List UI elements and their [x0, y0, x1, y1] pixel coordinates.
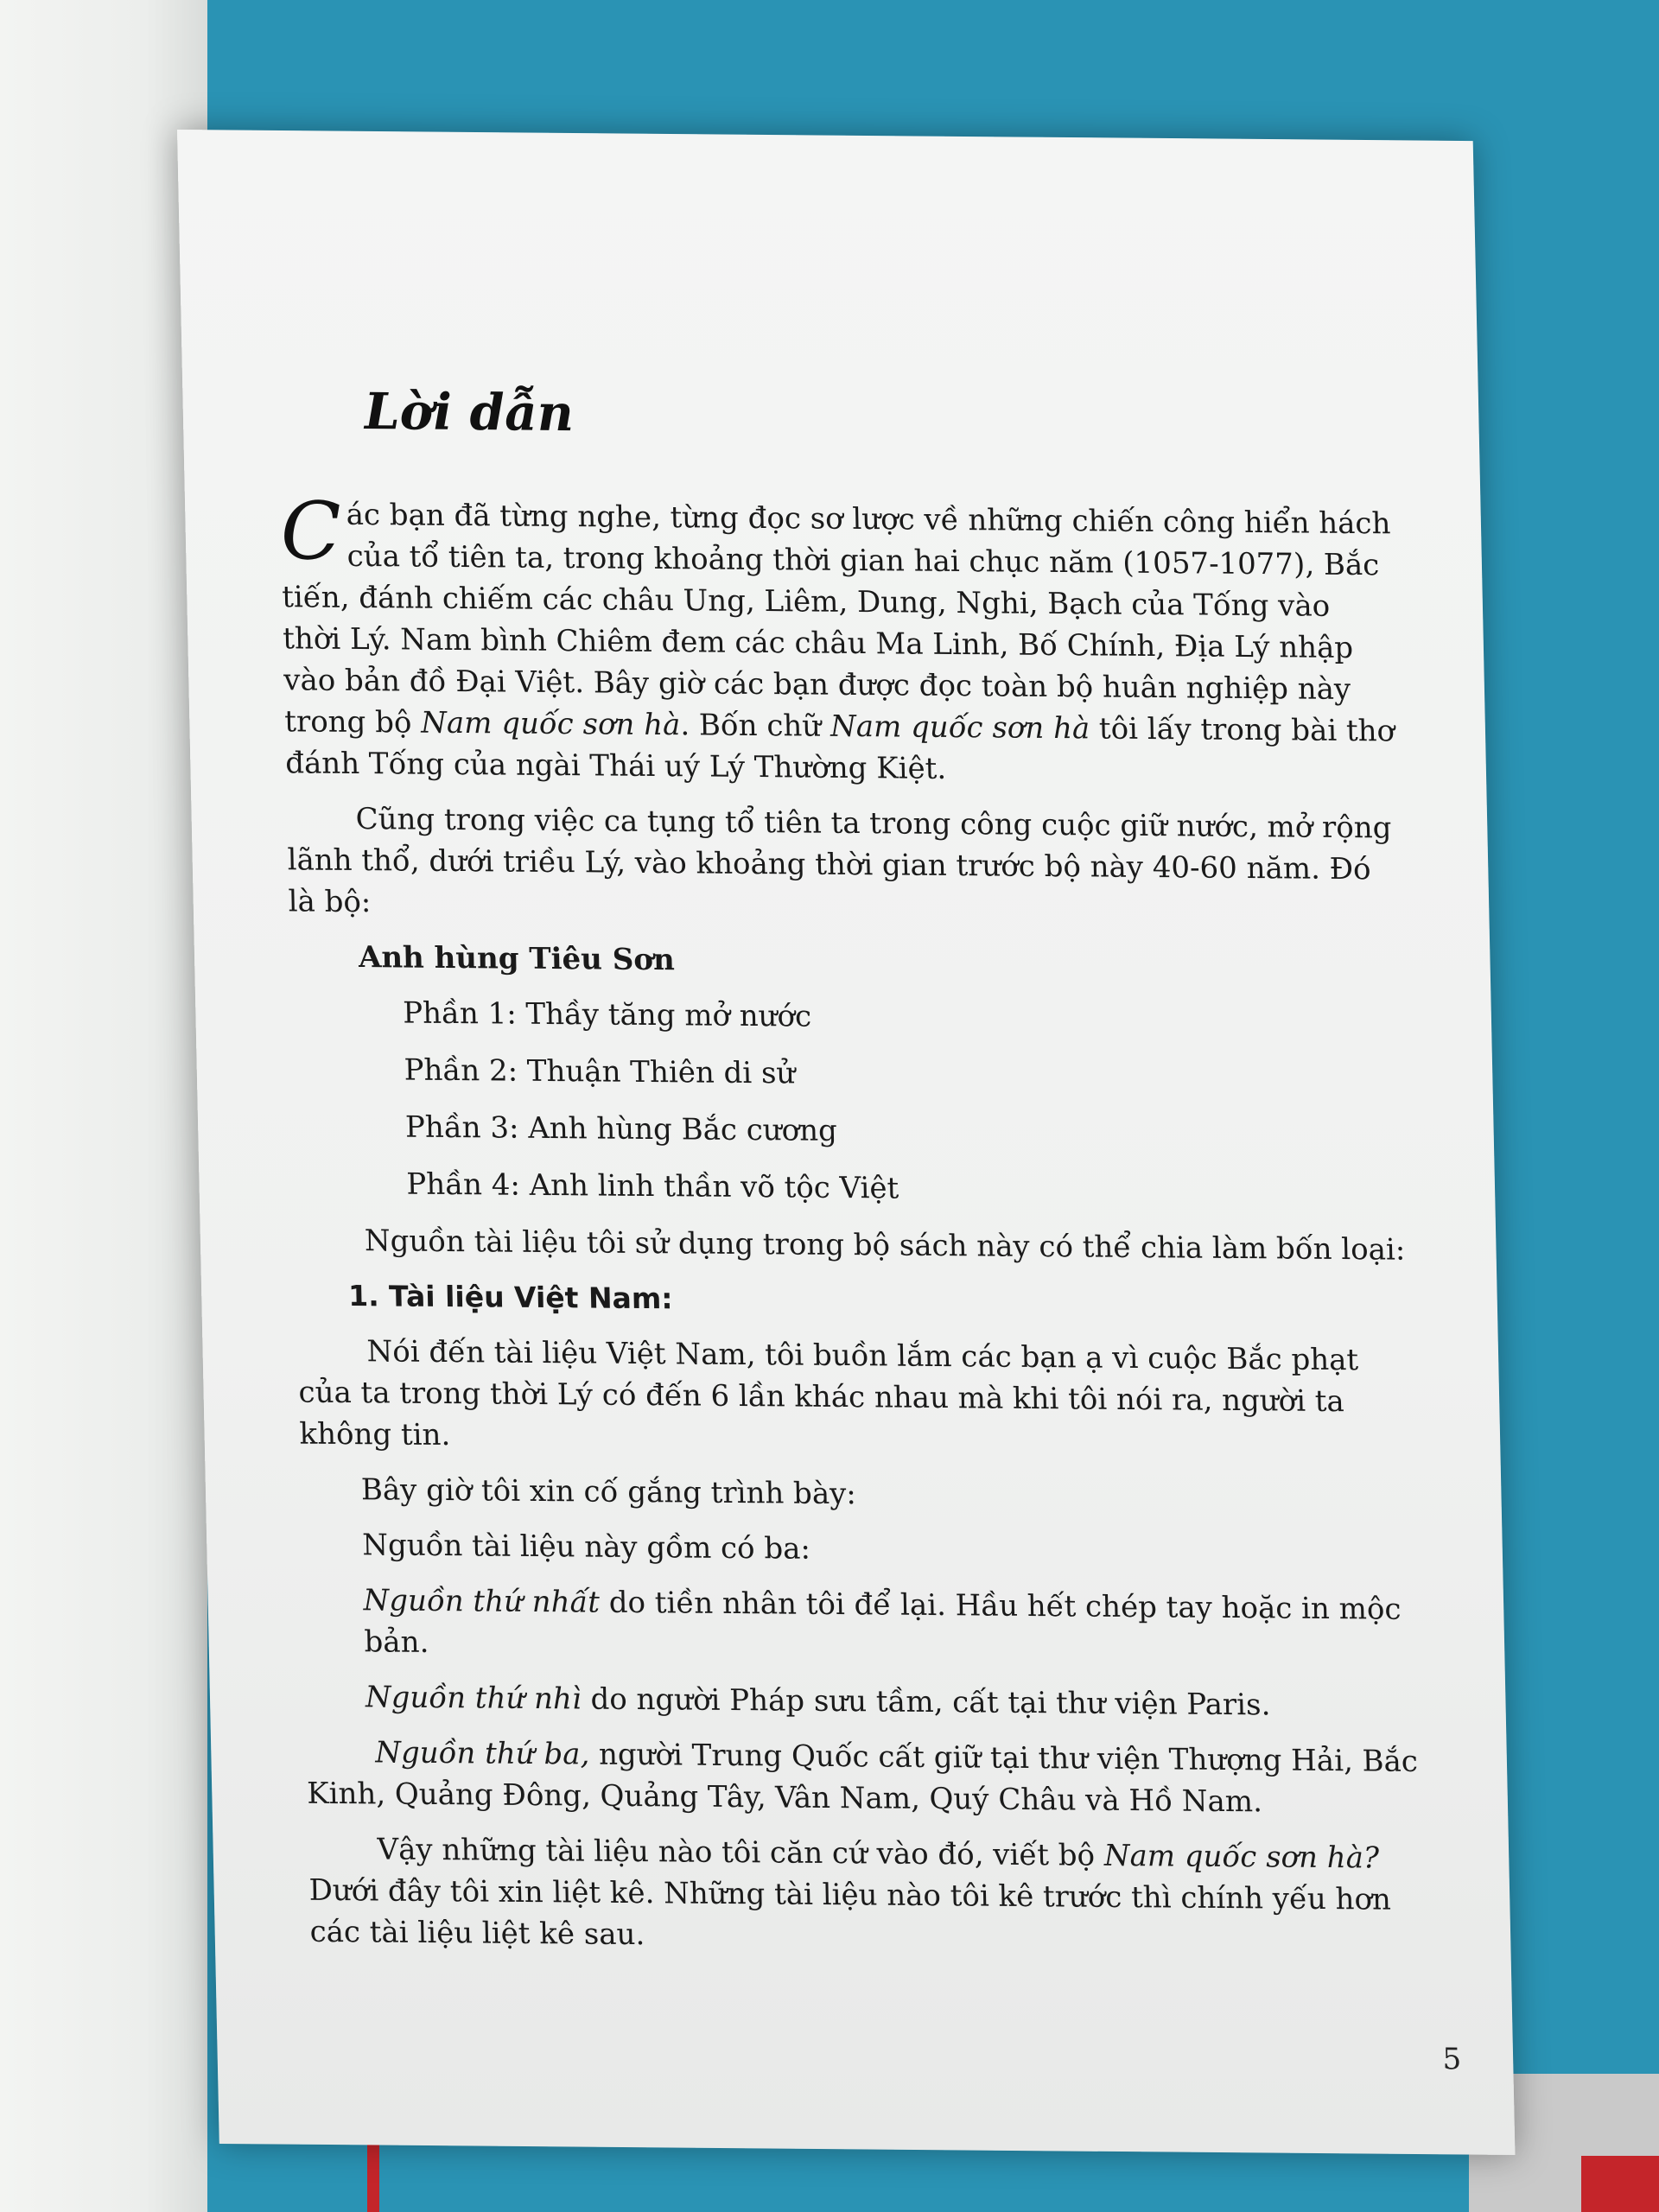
paragraph-vietnam: Nói đến tài liệu Việt Nam, tôi buồn lắm các bạn ạ vì cuộc Bắc phạt của ta trong thời Lý có đến 6 lần khác nhau mà khi tôi nói ra, người ta không tin.	[298, 1334, 1359, 1453]
source-first: Nguồn thứ nhất do tiền nhân tôi để lại. Hầu hết chép tay hoặc in mộc bản.	[363, 1583, 1402, 1660]
source-second: Nguồn thứ nhì do người Pháp sưu tầm, cất tại thư viện Paris.	[365, 1680, 1271, 1723]
page-number: 5	[1442, 2042, 1462, 2077]
bookmark-ribbon	[367, 2134, 379, 2212]
part-item: Phần 3: Anh hùng Bắc cương	[404, 1109, 838, 1148]
part-item: Phần 4: Anh linh thần võ tộc Việt	[406, 1166, 899, 1206]
red-book-edge	[1581, 2156, 1659, 2212]
facing-page	[0, 0, 207, 2212]
drop-cap: C	[279, 485, 343, 578]
part-item: Phần 2: Thuận Thiên di sử	[404, 1052, 796, 1091]
page-body	[279, 485, 1425, 1976]
series-title: Anh hùng Tiêu Sơn	[358, 940, 676, 978]
page-heading: Lời dẫn	[364, 381, 575, 443]
paragraph-present: Bây giờ tôi xin cố gắng trình bày:	[360, 1472, 857, 1512]
source-third: Nguồn thứ ba, người Trung Quốc cất giữ tại thư viện Thượng Hải, Bắc Kinh, Quảng Đông, Quảng Tây, Vân Nam, Quý Châu và Hồ Nam.	[306, 1735, 1419, 1820]
section-title: 1. Tài liệu Việt Nam:	[347, 1279, 673, 1316]
paragraph-conclusion: Vậy những tài liệu nào tôi căn cứ vào đó, viết bộ Nam quốc sơn hà? Dưới đây tôi xin liệt kê. Những tài liệu nào tôi kê trước thì chính yếu hơn các tài liệu liệt kê sau.	[308, 1832, 1392, 1953]
paragraph-series: Cũng trong việc ca tụng tổ tiên ta trong công cuộc giữ nước, mở rộng lãnh thổ, dưới triều Lý, vào khoảng thời gian trước bộ này 40-60 năm. Đó là bộ:	[287, 801, 1392, 920]
paragraph-intro: C ác bạn đã từng nghe, từng đọc sơ lược về những chiến công hiển hách của tổ tiên ta, trong khoảng thời gian hai chục năm (1057-1077), Bắc tiến, đánh chiếm các châu Ung, Liêm, Dung, Nghi, Bạch của Tống vào thời Lý. Nam bình Chiêm đem các châu Ma Linh, Bố Chính, Địa Lý nhập vào bản đồ Đại Việt. Bây giờ các bạn được đọc toàn bộ huân nghiệp này trong bộ Nam quốc sơn hà. Bốn chữ Nam quốc sơn hà tôi lấy trong bài thơ đánh Tống của ngài Thái uý Lý Thường Kiệt.	[279, 485, 1395, 786]
book-page	[177, 130, 1515, 2155]
part-item: Phần 1: Thầy tăng mở nước	[402, 995, 812, 1034]
paragraph-three: Nguồn tài liệu này gồm có ba:	[361, 1528, 811, 1567]
paragraph-sources: Nguồn tài liệu tôi sử dụng trong bộ sách này có thể chia làm bốn loại:	[364, 1224, 1406, 1268]
